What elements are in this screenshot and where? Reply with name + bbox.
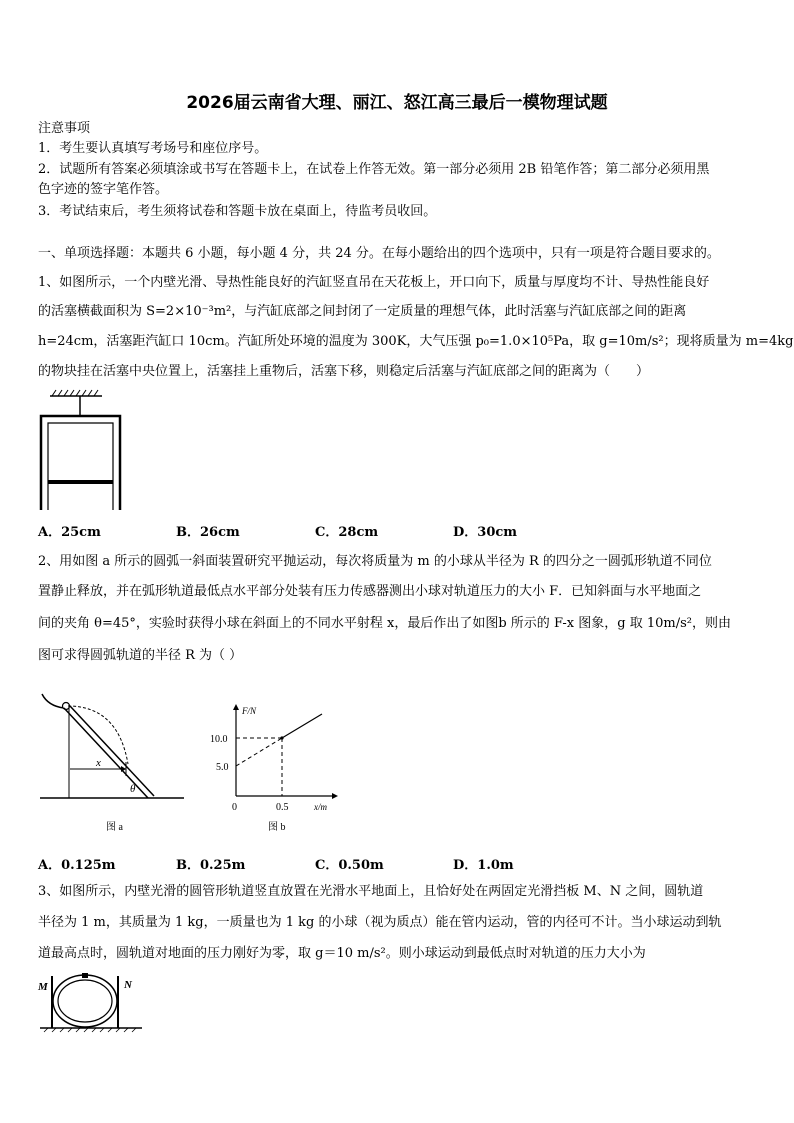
q2-option-b[interactable]: B．0.25m xyxy=(176,858,246,873)
fig-b-y-tick: 5.0 xyxy=(216,762,229,773)
fig-b-y-tick: 10.0 xyxy=(210,734,228,745)
q2-figure-b xyxy=(206,700,346,836)
notice-item: 1．考生要认真填写考场号和座位序号。 xyxy=(38,141,268,156)
fig-b-y-axis-label: F/N xyxy=(242,706,257,716)
notice-item: 色字迹的签字笔作答。 xyxy=(38,182,169,197)
q2-text: 图可求得圆弧轨道的半径 R 为（ ） xyxy=(38,648,243,663)
q1-text: 的物块挂在活塞中央位置上，活塞挂上重物后，活塞下移，则稳定后活塞与汽缸底部之间的距离为（ ） xyxy=(38,364,650,379)
q2-option-d[interactable]: D．1.0m xyxy=(453,858,514,873)
q3-text: 道最高点时，圆轨道对地面的压力刚好为零，取 g＝10 m/s²。则小球运动到最低点时对轨道的压力大小为 xyxy=(38,946,646,961)
q1-option-a[interactable]: A．25cm xyxy=(38,525,101,540)
fig-b-x-tick: 0.5 xyxy=(276,802,289,813)
fig-b-x-axis-label: x/m xyxy=(314,802,327,812)
fig-m-label: M xyxy=(38,981,48,993)
q1-option-b[interactable]: B．26cm xyxy=(176,525,240,540)
q1-text: 的活塞横截面积为 S=2×10⁻³m²，与汽缸底部之间封闭了一定质量的理想气体，此时活塞与汽缸底部之间的距离 xyxy=(38,304,687,319)
q2-option-a[interactable]: A．0.125m xyxy=(38,858,116,873)
q1-text: h=24cm，活塞距汽缸口 10cm。汽缸所处环境的温度为 300K，大气压强 p₀=1.0×10⁵Pa，取 g=10m/s²；现将质量为 m=4kg xyxy=(38,334,794,349)
q1-text: 1、如图所示，一个内壁光滑、导热性能良好的汽缸竖直吊在天花板上，开口向下，质量与厚度均不计、导热性能良好 xyxy=(38,275,710,290)
notice-item: 3．考试结束后，考生须将试卷和答题卡放在桌面上，待监考员收回。 xyxy=(38,204,437,219)
q2-text: 置静止释放，并在弧形轨道最低点水平部分处装有压力传感器测出小球对轨道压力的大小 F．已知斜面与水平地面之 xyxy=(38,584,702,599)
q2-text: 间的夹角 θ=45°，实验时获得小球在斜面上的不同水平射程 x，最后作出了如图b 所示的 F-x 图象，g 取 10m/s²，则由 xyxy=(38,616,731,631)
fig-a-angle-label: θ xyxy=(130,783,136,795)
q3-ring-figure xyxy=(36,968,146,1034)
q3-text: 半径为 1 m，其质量为 1 kg，一质量也为 1 kg 的小球（视为质点）能在管内运动，管的内径可不计。当小球运动到轨 xyxy=(38,915,722,930)
q1-option-d[interactable]: D．30cm xyxy=(453,525,518,540)
q2-figure-a xyxy=(36,684,186,834)
fig-b-origin-label: 0 xyxy=(232,802,237,813)
q1-option-c[interactable]: C．28cm xyxy=(315,525,379,540)
q2-text: 2、用如图 a 所示的圆弧一斜面装置研究平抛运动，每次将质量为 m 的小球从半径为 R 的四分之一圆弧形轨道不同位 xyxy=(38,554,712,569)
section-heading: 一、单项选择题：本题共 6 小题，每小题 4 分，共 24 分。在每小题给出的四个选项中，只有一项是符合题目要求的。 xyxy=(38,246,720,261)
q2-option-c[interactable]: C．0.50m xyxy=(315,858,384,873)
q1-cylinder-figure xyxy=(36,388,126,514)
fig-a-x-label: x xyxy=(96,757,101,769)
page-title: 2026届云南省大理、丽江、怒江高三最后一模物理试题 xyxy=(186,93,608,113)
notice-item: 2．试题所有答案必须填涂或书写在答题卡上，在试卷上作答无效。第一部分必须用 2B 铅笔作答；第二部分必须用黑 xyxy=(38,162,710,177)
fig-n-label: N xyxy=(124,979,132,991)
fig-a-caption: 图 a xyxy=(106,822,123,833)
fig-b-caption: 图 b xyxy=(268,822,286,833)
q3-text: 3、如图所示，内壁光滑的圆管形轨道竖直放置在光滑水平地面上，且恰好处在两固定光滑挡板 M、N 之间，圆轨道 xyxy=(38,884,704,899)
notice-heading: 注意事项 xyxy=(38,121,91,136)
